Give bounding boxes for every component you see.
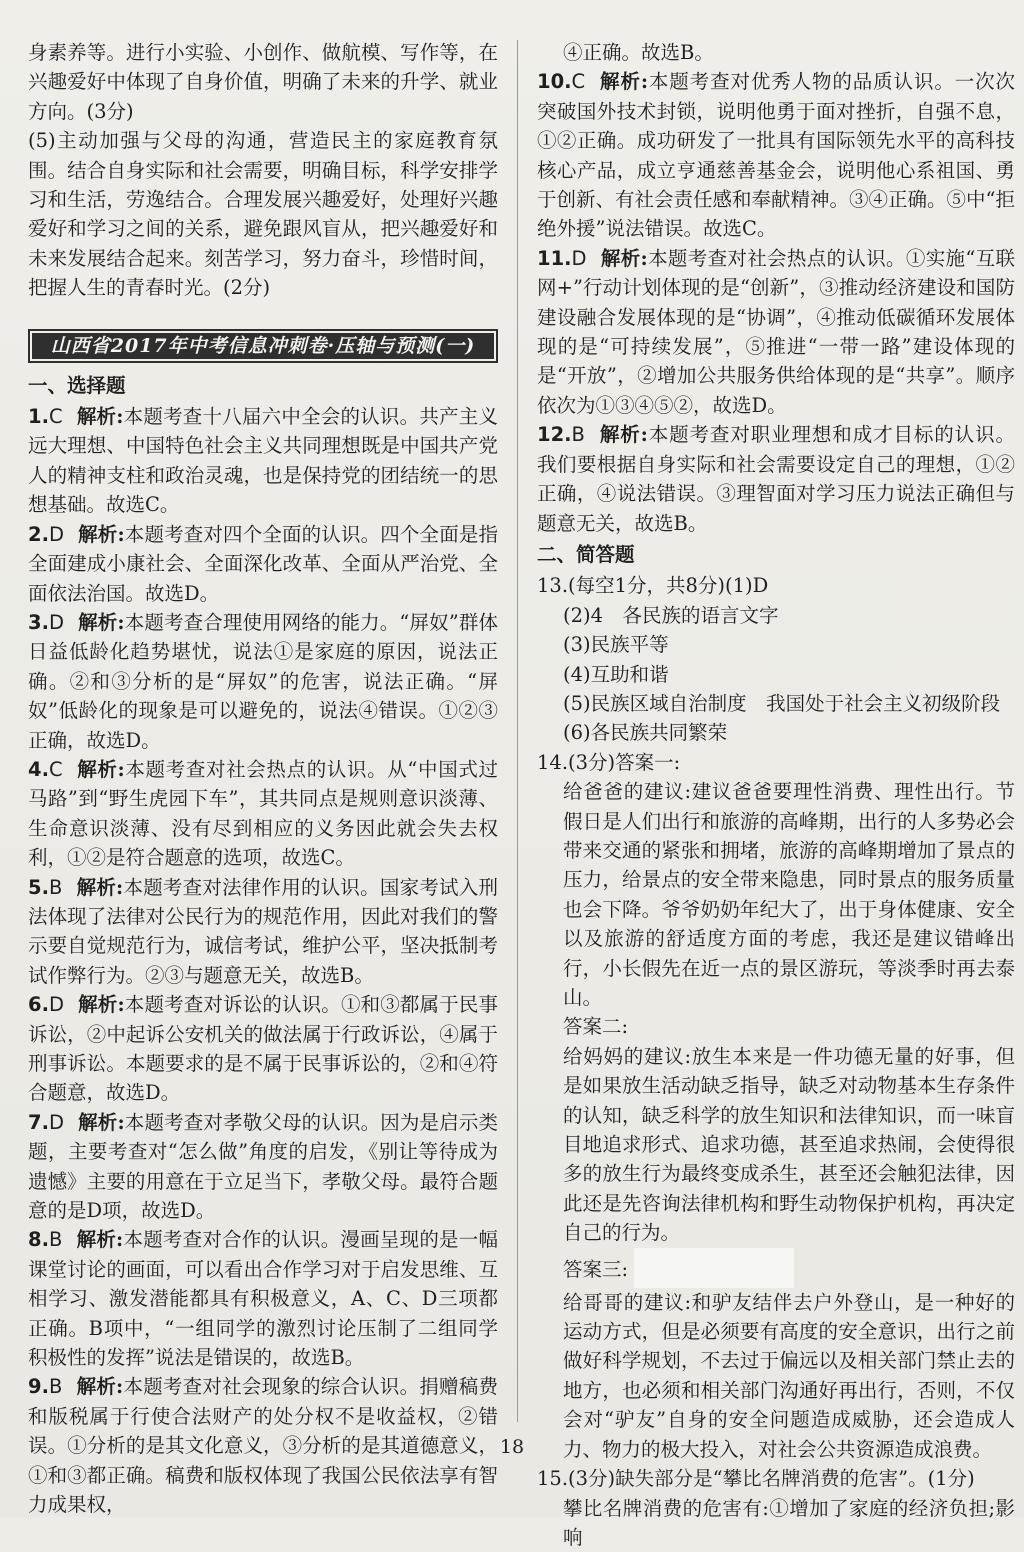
q14-answer-1: 给爸爸的建议:建议爸爸要理性消费、理性出行。节假日是人们出行和旅游的高峰期，出行的人多势必会带来交通的紧张和拥堵，旅游的高峰期增加了景点的压力，给景点的安全带来隐患，同时景点的服务质量也会下降。爷爷奶奶年纪大了，出于身体健康、安全以及旅游的舒适度方面的考虑，我还是建议错峰出行，小长假先在近一点的景区游玩，等淡季时再去泰山。: [537, 777, 1015, 1012]
answer-item-10: 10.C 解析:本题考查对优秀人物的品质认识。一次次突破国外技术封锁，说明他勇于面对挫折，自强不息，①②正确。成功研发了一批具有国际领先水平的高科技核心产品，成立亨通慈善基金会，说明他心系祖国、勇于创新、有社会责任感和奉献精神。③④正确。⑤中“拒绝外援”说法错误。故选C。: [537, 67, 1015, 243]
q14-answer-2: 给妈妈的建议:放生本来是一件功德无量的好事，但是如果放生活动缺乏指导，缺乏对动物基本生存条件的认知，缺乏科学的放生知识和法律知识，而一味盲目地追求形式、追求功德，甚至追求热闹，会使得很多的放生行为最终变成杀生，甚至还会触犯法律，因此还是先咨询法律机构和野生动物保护机构，再决定自己的行为。: [537, 1042, 1015, 1248]
q13-sub-3: (3)民族平等: [537, 630, 1015, 659]
paragraph-5: (5)主动加强与父母的沟通，营造民主的家庭教育氛围。结合自身实际和社会需要，明确目标，科学安排学习和生活，劳逸结合。合理发展兴趣爱好，处理好兴趣爱好和学习之间的关系，避免跟风盲从，把兴趣爱好和未来发展结合起来。刻苦学习，努力奋斗，珍惜时间，把握人生的青春时光。(2分): [28, 126, 498, 302]
q14-answer-3-heading: 答案三:: [537, 1248, 1015, 1288]
q14-answer-3: 给哥哥的建议:和驴友结伴去户外登山，是一种好的运动方式，但是必须要有高度的安全意识，出行之前做好科学规划，不去过于偏远以及相关部门禁止去的地方，也必须和相关部门沟通好再出行，否则，不仅会对“驴友”自身的安全问题造成威胁，还会造成人力、物力的极大投入，对社会公共资源造成浪费。: [537, 1288, 1015, 1464]
right-column: [537, 38, 1015, 1552]
answer-item-3: 3.D 解析:本题考查合理使用网络的能力。“屏奴”群体日益低龄化趋势堪忧，说法①是家庭的原因，说法正确。②和③分析的是“屏奴”的危害，说法正确。“屏奴”低龄化的现象是可以避免的，说法④错误。①②③正确，故选D。: [28, 608, 498, 755]
answer-item-12: 12.B 解析:本题考查对职业理想和成才目标的认识。我们要根据自身实际和社会需要设定自己的理想，①②正确，④说法错误。③理智面对学习压力说法正确但与题意无关，故选B。: [537, 420, 1015, 538]
q14-answer-2-heading: 答案二:: [537, 1012, 1015, 1041]
answer-item-4: 4.C 解析:本题考查对社会热点的认识。从“中国式过马路”到“野生虎园下车”，其共同点是规则意识淡薄、生命意识淡薄、没有尽到相应的义务因此就会失去权利，①②是符合题意的选项，故选C。: [28, 755, 498, 873]
answer-item-1: 1.C 解析:本题考查十八届六中全会的认识。共产主义远大理想、中国特色社会主义共同理想既是中国共产党人的精神支柱和政治灵魂，也是保持党的团结统一的思想基础。故选C。: [28, 402, 498, 520]
left-column: [28, 38, 498, 1520]
answer-item-2: 2.D 解析:本题考查对四个全面的认识。四个全面是指全面建成小康社会、全面深化改革、全面从严治党、全面依法治国。故选D。: [28, 520, 498, 608]
answer-item-8: 8.B 解析:本题考查对合作的认识。漫画呈现的是一幅课堂讨论的画面，可以看出合作学习对于启发思维、互相学习、激发潜能都具有积极意义，A、C、D三项都正确。B项中，“一组同学的激烈讨论压制了二组同学积极性的发挥”说法是错误的，故选B。: [28, 1225, 498, 1372]
q13-sub-4: (4)互助和谐: [537, 660, 1015, 689]
redacted-region: [634, 1248, 794, 1288]
q14-heading: 14.(3分)答案一:: [537, 748, 1015, 777]
q13-heading: 13.(每空1分，共8分)(1)D: [537, 571, 1015, 600]
q13-sub-2: (2)4 各民族的语言文字: [537, 601, 1015, 630]
q13-sub-5: (5)民族区域自治制度 我国处于社会主义初级阶段: [537, 689, 1015, 718]
continuation-text: ④正确。故选B。: [537, 38, 1015, 67]
page-number: 18: [0, 1436, 1024, 1458]
section-title-choice: 一、选择题: [28, 371, 498, 400]
answer-item-9: 9.B 解析:本题考查对社会现象的综合认识。捐赠稿费和版税属于行使合法财产的处分权不是收益权，②错误。①分析的是其文化意义，③分析的是其道德意义，①和③都正确。稿费和版权体现了我国公民依法享有智力成果权，: [28, 1372, 498, 1519]
answer-list-left: [28, 402, 498, 1519]
q15-heading: 15.(3分)缺失部分是“攀比名牌消费的危害”。(1分): [537, 1464, 1015, 1493]
answer-item-5: 5.B 解析:本题考查对法律作用的认识。国家考试入刑法体现了法律对公民行为的规范作用，因此对我们的警示要自觉规范行为，诚信考试，维护公平，坚决抵制考试作弊行为。②③与题意无关，故选B。: [28, 873, 498, 991]
section-title-short-answer: 二、简答题: [537, 540, 1015, 569]
q15-body: 攀比名牌消费的危害有:①增加了家庭的经济负担;影响: [537, 1494, 1015, 1552]
q13-sub-6: (6)各民族共同繁荣: [537, 718, 1015, 747]
answer-list-right: [537, 67, 1015, 538]
answer-item-7: 7.D 解析:本题考查对孝敬父母的认识。因为是启示类题，主要考查对“怎么做”角度的启发，《别让等待成为遗憾》主要的用意在于立足当下，孝敬父母。最符合题意的是D项，故选D。: [28, 1108, 498, 1226]
section-banner: 山西省2017年中考信息冲刺卷·压轴与预测(一): [28, 329, 498, 363]
answer-item-6: 6.D 解析:本题考查对诉讼的认识。①和③都属于民事诉讼，②中起诉公安机关的做法属于行政诉讼，④属于刑事诉讼。本题要求的是不属于民事诉讼的，②和④符合题意，故选D。: [28, 990, 498, 1108]
column-divider: [517, 40, 518, 1422]
answer-item-11: 11.D 解析:本题考查对社会热点的认识。①实施“互联网+”行动计划体现的是“创新”，③推动经济建设和国防建设融合发展体现的是“协调”，④推动低碳循环发展体现的是“可持续发展”，⑤推进“一带一路”建设体现的是“开放”，②增加公共服务供给体现的是“共享”。顺序依次为①③④⑤②，故选D。: [537, 244, 1015, 420]
intro-paragraph: 身素养等。进行小实验、小创作、做航模、写作等，在兴趣爱好中体现了自身价值，明确了未来的升学、就业方向。(3分): [28, 38, 498, 126]
